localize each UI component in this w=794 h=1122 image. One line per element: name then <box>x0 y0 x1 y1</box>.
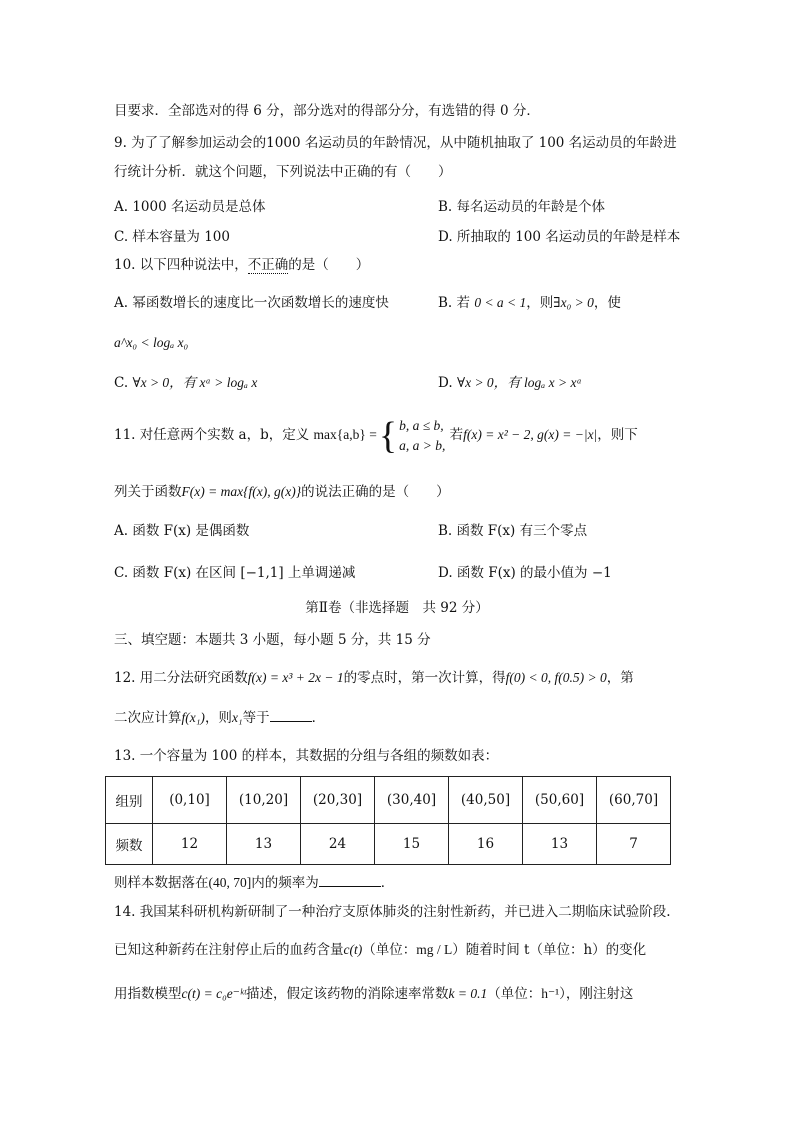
q12-line2-end: ． <box>311 710 326 726</box>
q11-stem-line2 <box>114 482 450 502</box>
q12-stem-line2 <box>114 707 325 728</box>
q14-stem-line3 <box>114 984 633 1004</box>
q14-unit-mg: mg / L <box>416 942 453 957</box>
q11-stem-line1 <box>114 413 638 457</box>
q12-line2-mid: ，则 <box>204 710 232 726</box>
q10-option-b-continued: a^x₀ < logₐ x₀ <box>114 335 189 350</box>
q10-stem-suffix: 的是（ ） <box>288 257 370 273</box>
table-cell-group: (40,50] <box>449 777 523 824</box>
table-cell-count: 24 <box>301 824 375 865</box>
q9-stem-line2: 行统计分析．就这个问题，下列说法中正确的有（ ） <box>114 164 452 180</box>
q13-after-prefix: 则样本数据落在 <box>114 875 209 891</box>
q14-line2-post: ）随着时间 t（单位：h）的变化 <box>452 942 647 958</box>
table-header-count: 频数 <box>106 824 153 865</box>
section-2-heading: 第Ⅱ卷（非选择题 共 92 分） <box>305 600 489 616</box>
q14-line3-post: ），刚注射这 <box>559 986 634 1002</box>
q14-stem-line1: 14. 我国某科研机构新研制了一种治疗支原体肺炎的注射性新药，并已进入二期临床试验阶段. <box>114 904 671 920</box>
q10-option-b <box>438 293 621 313</box>
q11-F-definition: F(x) = max{f(x), g(x)} <box>181 484 302 499</box>
q13-answer-blank[interactable] <box>319 872 381 887</box>
q9-option-c: C. 样本容量为 100 <box>114 229 230 245</box>
q13-interval: (40, 70] <box>208 875 252 890</box>
instructions-line: 目要求．全部选对的得 6 分，部分选对的得部分分，有选错的得 0 分． <box>114 103 540 119</box>
q11-case-1: b, a ≤ b, <box>399 417 444 433</box>
q11-brace: { <box>378 414 398 457</box>
table-cell-group: (10,20] <box>227 777 301 824</box>
table-cell-group: (20,30] <box>301 777 375 824</box>
q10-c-math: ∀x > 0，有 xᵃ > logₐ x <box>132 375 258 390</box>
q11-case-2: a, a > b, <box>399 437 446 453</box>
q9-option-a: A. 1000 名运动员是总体 <box>114 199 266 215</box>
q12-condition: f(0) < 0, f(0.5) > 0 <box>505 670 607 685</box>
q10-stem <box>114 255 369 275</box>
q12-answer-blank[interactable] <box>270 707 312 722</box>
q9-stem-line1: 9. 为了了解参加运动会的1000 名运动员的年龄情况，从中随机抽取了 100 名运动员的年龄进 <box>114 135 677 151</box>
table-cell-group: (60,70] <box>597 777 671 824</box>
table-row-counts <box>106 824 671 865</box>
q14-line3-mid2: （单位： <box>487 986 542 1002</box>
q10-c-prefix: C. <box>114 375 129 391</box>
table-cell-count: 13 <box>227 824 301 865</box>
q12-line2-post: 等于 <box>242 710 270 726</box>
q11-line1-post: ，则下 <box>597 427 638 443</box>
table-cell-count: 13 <box>523 824 597 865</box>
q14-stem-line2 <box>114 940 646 960</box>
q11-option-c: C. 函数 F(x) 在区间 [−1,1] 上单调递减 <box>114 565 356 581</box>
q10-b-mid: ，则 <box>526 295 554 311</box>
table-row-groups <box>106 777 671 824</box>
q14-line3-mid: 描述，假定该药物的消除速率常数 <box>245 986 449 1002</box>
q10-b-prefix: B. 若 <box>438 295 471 311</box>
q14-ct: c(t) <box>343 942 363 957</box>
q14-k-value: k = 0.1 <box>448 986 488 1001</box>
table-cell-group: (50,60] <box>523 777 597 824</box>
q13-after-post: 内的频率为 <box>251 875 319 891</box>
q10-stem-prefix: 10. 以下四种说法中， <box>114 257 248 273</box>
q12-stem-line1 <box>114 668 634 688</box>
q10-option-c <box>114 373 257 393</box>
q14-unit-h: h⁻¹ <box>541 986 560 1001</box>
q11-line1-mid: 若 <box>449 427 464 443</box>
q10-b-condition: 0 < a < 1 <box>474 295 527 310</box>
q10-option-a: A. 幂函数增长的速度比一次函数增长的速度快 <box>114 295 389 311</box>
q13-after-end: ． <box>380 875 395 891</box>
q10-b-exists: ∃x₀ > 0 <box>553 295 594 310</box>
q11-max-definition: max{a,b} = <box>313 427 377 442</box>
q11-line1-prefix: 11. 对任意两个实数 a，b，定义 <box>114 427 310 443</box>
section-3-heading: 三、填空题：本题共 3 小题，每小题 5 分，共 15 分 <box>114 632 431 648</box>
table-cell-group: (0,10] <box>153 777 227 824</box>
q12-fx1: f(x₁) <box>181 710 205 725</box>
q9-option-b: B. 每名运动员的年龄是个体 <box>438 199 606 215</box>
q13-stem: 13. 一个容量为 100 的样本，其数据的分组与各组的频数如表： <box>114 748 499 764</box>
table-cell-count: 12 <box>153 824 227 865</box>
q9-option-d: D. 所抽取的 100 名运动员的年龄是样本 <box>438 229 681 245</box>
q14-line2-mid: （单位： <box>362 942 417 958</box>
table-header-group: 组别 <box>106 777 153 824</box>
q10-d-math: ∀x > 0，有 logₐ x > xᵃ <box>456 375 582 390</box>
q12-x1: x₁ <box>231 710 243 725</box>
q11-line2-post: 的说法正确的是（ ） <box>301 484 450 500</box>
q12-line2-prefix: 二次应计算 <box>114 710 182 726</box>
table-cell-group: (30,40] <box>375 777 449 824</box>
q11-cases <box>399 416 445 456</box>
q14-model: c(t) = c₀e⁻ᵏᵗ <box>181 986 246 1001</box>
table-cell-count: 16 <box>449 824 523 865</box>
q12-line1-mid: 的零点时，第一次计算，得 <box>343 670 506 686</box>
frequency-table <box>105 776 671 865</box>
table-cell-count: 15 <box>375 824 449 865</box>
q12-line1-prefix: 12. 用二分法研究函数 <box>114 670 248 686</box>
q10-emphasis: 不正确 <box>247 257 289 273</box>
q14-line3-prefix: 用指数模型 <box>114 986 182 1002</box>
table-cell-count: 7 <box>597 824 671 865</box>
q11-option-d: D. 函数 F(x) 的最小值为 −1 <box>438 565 612 581</box>
q10-d-prefix: D. <box>438 375 453 391</box>
q11-option-a: A. 函数 F(x) 是偶函数 <box>114 523 250 539</box>
q10-option-d <box>438 373 582 393</box>
q12-function: f(x) = x³ + 2x − 1 <box>247 670 344 685</box>
q11-line2-prefix: 列关于函数 <box>114 484 182 500</box>
q11-option-b: B. 函数 F(x) 有三个零点 <box>438 523 588 539</box>
q11-fg-definition: f(x) = x² − 2, g(x) = −|x| <box>463 427 598 442</box>
q13-question <box>114 872 394 893</box>
q12-line1-post: ，第 <box>606 670 634 686</box>
q10-b-post: ，使 <box>593 295 621 311</box>
q14-line2-prefix: 已知这种新药在注射停止后的血药含量 <box>114 942 344 958</box>
